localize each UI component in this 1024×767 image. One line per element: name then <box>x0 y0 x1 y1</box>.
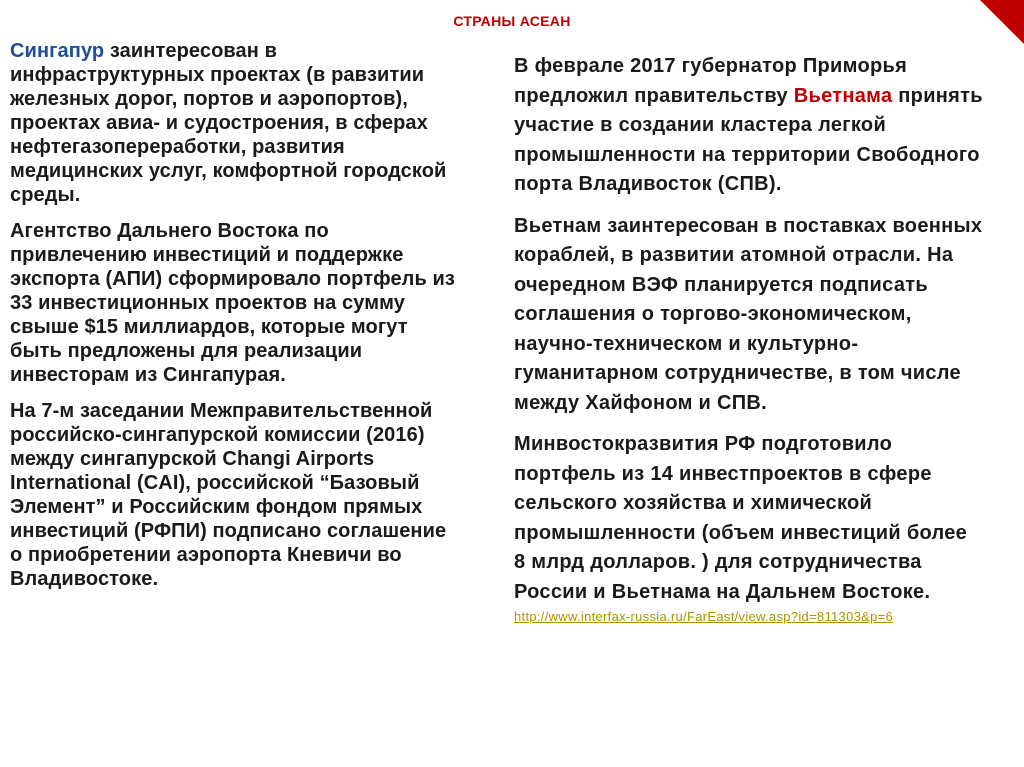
vietnam-interests-paragraph: Вьетнам заинтересован в поставках военных кораблей, в развитии атомной отрасли. На очередном ВЭФ планируется подписать соглашения о торгово-экономическом, научно-техническом и культурно-гуманитарном сотрудничестве, в том числе между Хайфоном и СПВ. <box>514 214 983 414</box>
vietnam-highlight: Вьетнама <box>793 84 893 107</box>
singapore-paragraph <box>10 39 455 207</box>
right-column <box>514 52 984 638</box>
source-link[interactable]: http://www.interfax-russia.ru/FarEast/view.asp?id=811303&p=6 <box>514 609 894 624</box>
api-agency-paragraph: Агентство Дальнего Востока по привлечению инвестиций и поддержке экспорта (АПИ) сформировало портфель из 33 инвестиционных проектов на сумму свыше $15 миллиардов, которые могут быть предложены для реализации инвесторам из Сингапурая. <box>10 220 455 386</box>
minvostok-paragraph <box>514 430 984 626</box>
vietnam-proposal-paragraph <box>514 52 984 200</box>
singapore-highlight: Сингапур <box>10 40 105 62</box>
singapore-text: заинтересован в инфраструктурных проектах (в равзитии железных дорог, портов и аэропортов), проектах авиа- и судостроения, в сферах нефтегазопереработки, развития медицинских услуг, комфортной городской среды. <box>10 40 447 206</box>
left-column <box>10 39 455 603</box>
vietnam-proposal-before: В феврале 2017 губернатор Приморья предложил правительству <box>514 55 908 107</box>
commission-paragraph: На 7-м заседании Межправительственной российско-сингапурской комиссии (2016) между сингапурской Changi Airports International (CAI), российской “Базовый Элемент” и Российским фондом прямых инвестиций (РФПИ) подписано соглашение о приобретении аэропорта Кневичи во Владивостоке. <box>10 400 447 590</box>
slide-title: СТРАНЫ АСЕАН <box>453 13 571 29</box>
vietnam-proposal-after: принять участие в создании кластера легкой промышленности на территории Свободного порта Владивосток (СПВ). <box>514 84 983 195</box>
minvostok-text: Минвостокразвития РФ подготовило портфель из 14 инвестпроектов в сфере сельского хозяйства и химической промышленности (объем инвестиций более 8 млрд долларов. ) для сотрудничества России и Вьетнама на Дальнем Востоке. <box>514 433 968 603</box>
